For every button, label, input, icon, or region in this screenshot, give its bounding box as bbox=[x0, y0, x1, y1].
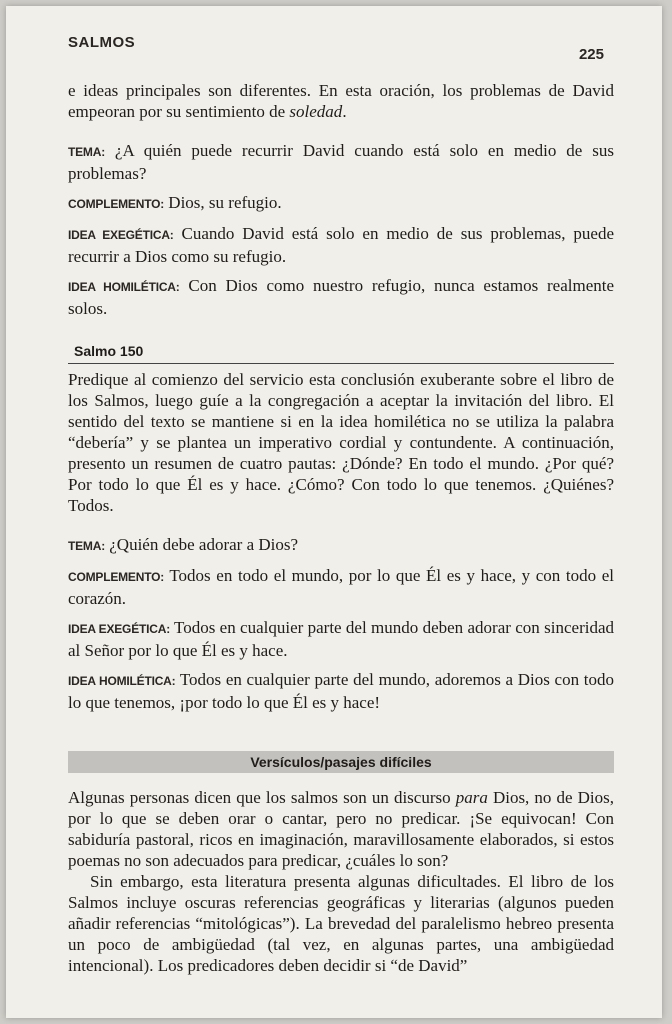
exegetica-label: IDEA EXEGÉTICA: bbox=[68, 622, 170, 636]
page-header bbox=[68, 32, 604, 63]
difficult-p1-text: Algunas personas dicen que los salmos son un discurso bbox=[68, 788, 456, 807]
homiletica-entry bbox=[68, 669, 614, 713]
homiletica-text: Todos en cualquier parte del mundo, adoremos a Dios con todo lo que tenemos, ¡por todo lo que Él es y hace! bbox=[68, 670, 614, 712]
difficult-p1-emphasis: para bbox=[455, 788, 488, 807]
exegetica-text: Todos en cualquier parte del mundo deben adorar con sinceridad al Señor por lo que Él es y hace. bbox=[68, 618, 614, 660]
complemento-text: Dios, su refugio. bbox=[164, 193, 282, 212]
tema-label: TEMA: bbox=[68, 539, 105, 553]
complemento-entry bbox=[68, 192, 614, 215]
difficult-paragraph-2: Sin embargo, esta literatura presenta algunas dificultades. El libro de los Salmos incluye oscuras referencias geográficas y literarias (algunos pueden añadir referencias “mitológicas”). La brevedad del paralelismo hebreo presenta un poco de ambigüedad (tal vez, en algunas partes, una ambigüedad intencional). Los predicadores deben decidir si “de David” bbox=[68, 872, 614, 975]
tema-label: TEMA: bbox=[68, 145, 105, 159]
intro-end: . bbox=[342, 102, 347, 121]
homiletica-label: IDEA HOMILÉTICA: bbox=[68, 674, 176, 688]
homiletica-entry bbox=[68, 275, 614, 319]
exegetica-label: IDEA EXEGÉTICA: bbox=[68, 228, 174, 242]
difficult-paragraph-1 bbox=[68, 787, 614, 871]
intro-text: e ideas principales son diferentes. En esta oración, los problemas de David empeoran por su sentimiento de bbox=[68, 81, 614, 121]
page-content bbox=[68, 80, 614, 976]
homiletica-text: Con Dios como nuestro refugio, nunca estamos realmente solos. bbox=[68, 276, 615, 318]
exegetica-entry bbox=[68, 223, 614, 267]
intro-paragraph bbox=[68, 80, 614, 122]
difficult-p1-rest: Dios, no de Dios, por lo que se deben orar o cantar, pero no predicar. ¡Se equivocan! Con sabiduría pastoral, ricos en imaginación, maravillosamente elaborados, si estos poemas no son adecuados para predicar, ¿cuáles lo son? bbox=[68, 788, 615, 870]
psalm-150-body: Predique al comienzo del servicio esta conclusión exuberante sobre el libro de los Salmos, luego guíe a la congregación a aceptar la invitación del libro. El sentido del texto se mantiene si en la idea homilética no se utiliza la palabra “debería” y se plantea un imperativo cordial y contundente. A continuación, presento un resumen de cuatro pautas: ¿Dónde? En todo el mundo. ¿Por qué? Por todo lo que Él es y hace. ¿Cómo? Con todo lo que tenemos. ¿Quiénes? Todos. bbox=[68, 370, 614, 515]
complemento-label: COMPLEMENTO: bbox=[68, 197, 165, 211]
complemento-label: COMPLEMENTO: bbox=[68, 570, 165, 584]
homiletica-label: IDEA HOMILÉTICA: bbox=[68, 280, 180, 294]
exegetica-entry bbox=[68, 617, 614, 661]
tema-entry bbox=[68, 140, 614, 184]
running-head: SALMOS bbox=[68, 34, 136, 51]
book-page bbox=[6, 6, 662, 1018]
complemento-text: Todos en todo el mundo, por lo que Él es y hace, y con todo el corazón. bbox=[68, 566, 614, 608]
tema-text: ¿A quién puede recurrir David cuando está solo en medio de sus problemas? bbox=[68, 141, 614, 183]
difficult-passages-heading: Versículos/pasajes difíciles bbox=[68, 751, 614, 773]
page-number: 225 bbox=[578, 46, 604, 63]
intro-emphasis: soledad bbox=[289, 102, 343, 121]
psalm-150-heading: Salmo 150 bbox=[68, 343, 614, 364]
tema-text: ¿Quién debe adorar a Dios? bbox=[105, 535, 299, 554]
exegetica-text: Cuando David está solo en medio de sus problemas, puede recurrir a Dios como su refugio. bbox=[68, 224, 614, 266]
tema-entry bbox=[68, 534, 614, 557]
complemento-entry bbox=[68, 565, 614, 609]
